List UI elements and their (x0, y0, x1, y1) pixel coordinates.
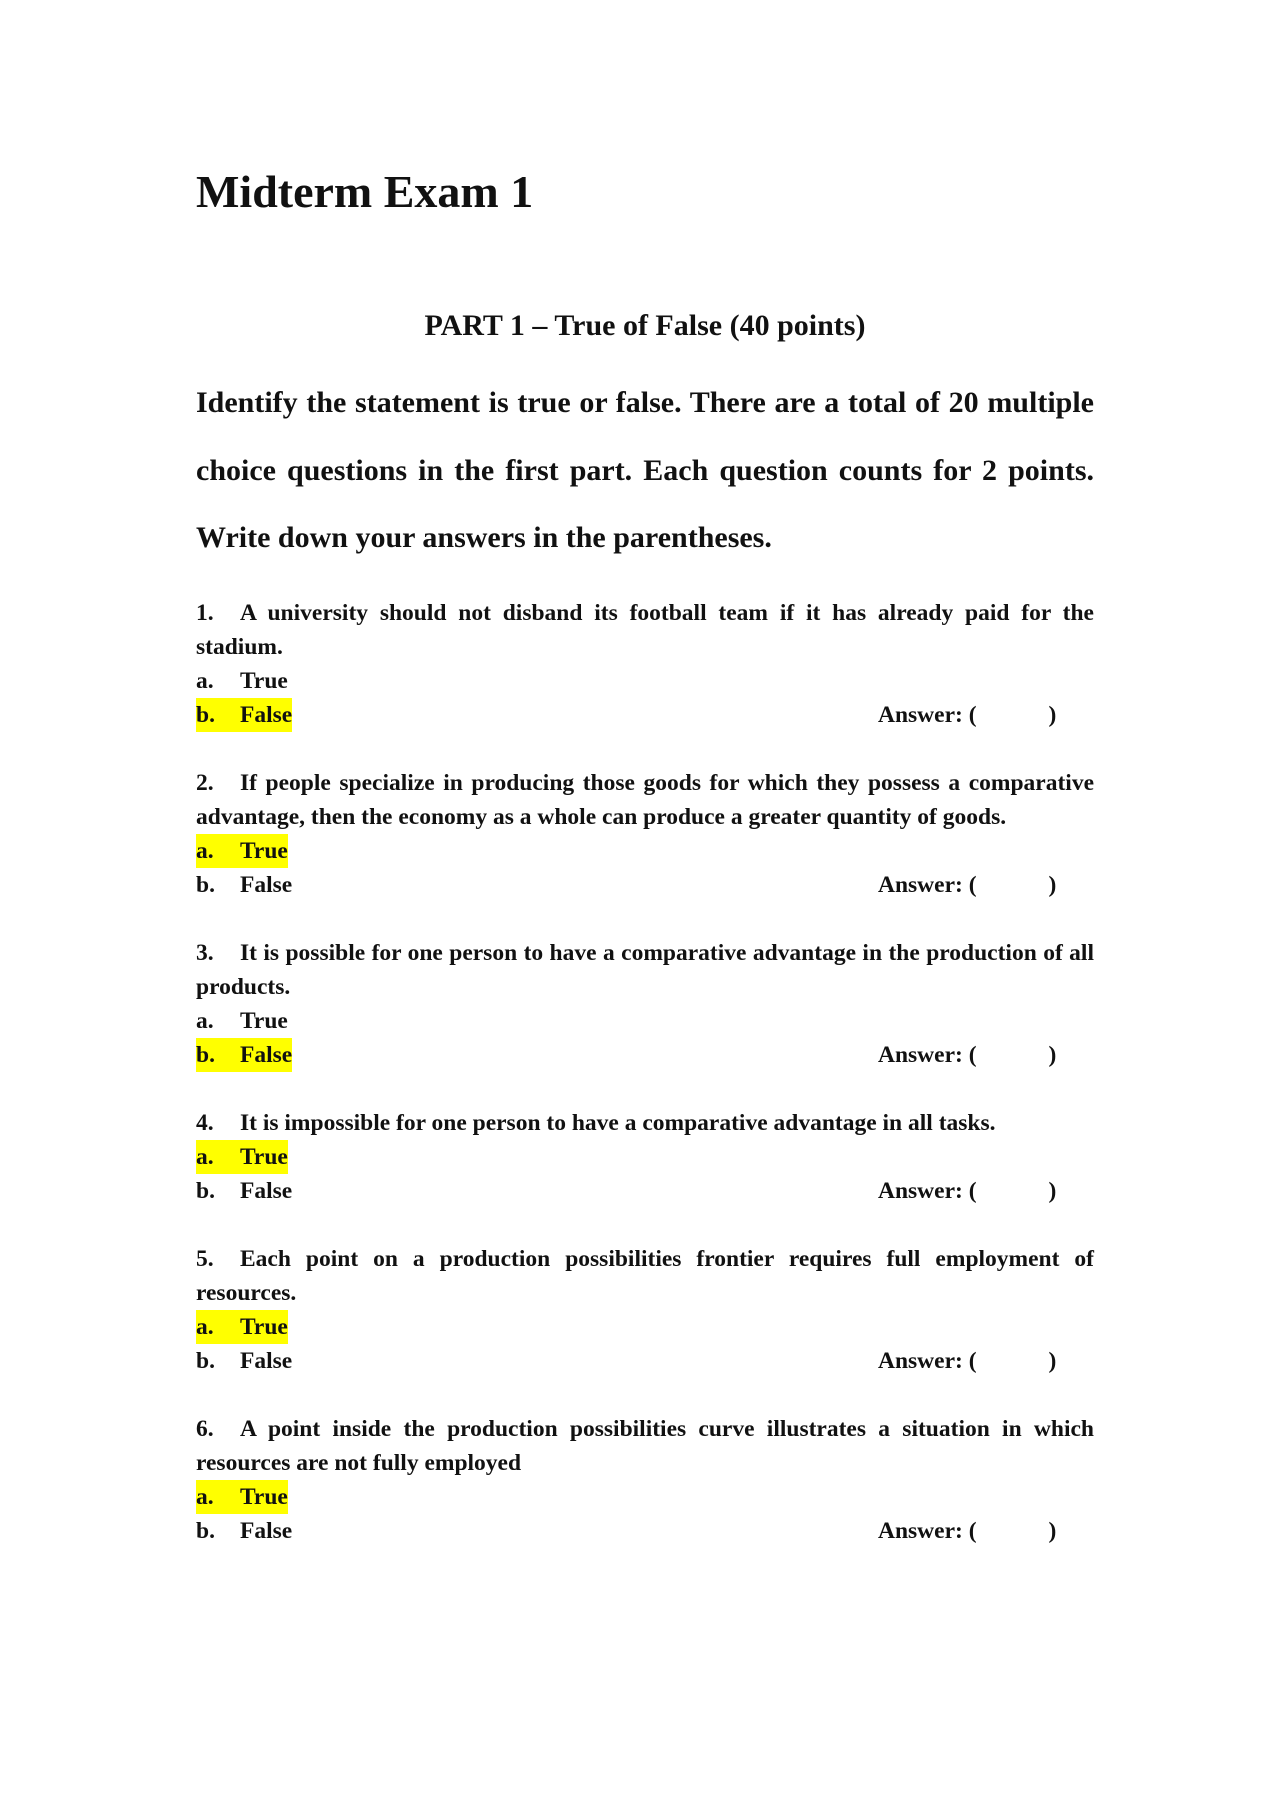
answer-close-paren: ) (1048, 1042, 1057, 1068)
answer-close-paren: ) (1048, 1348, 1057, 1374)
option-label: True (240, 838, 288, 864)
question-stem (196, 596, 1094, 664)
highlighted-answer (196, 1038, 292, 1072)
option-b (196, 1514, 1094, 1548)
question-3 (196, 936, 1094, 1072)
question-2 (196, 766, 1094, 902)
option-b (196, 1174, 1094, 1208)
highlighted-answer (196, 1140, 288, 1174)
question-number: 1. (196, 600, 214, 626)
option-a (196, 1310, 1094, 1344)
question-text: Each point on a production possibilities frontier requires full employment of resources. (196, 1246, 1094, 1306)
question-6 (196, 1412, 1094, 1548)
highlighted-answer (196, 1480, 288, 1514)
option-a (196, 664, 1094, 698)
answer-label: Answer: ( (878, 702, 977, 728)
question-text: It is possible for one person to have a comparative advantage in the production of all products. (196, 940, 1094, 1000)
answer-blank[interactable] (878, 1038, 1056, 1072)
highlighted-answer (196, 834, 288, 868)
option-label: False (240, 1518, 293, 1544)
answer-label: Answer: ( (878, 1042, 977, 1068)
answer-blank[interactable] (878, 868, 1056, 902)
answer-blank[interactable] (878, 1174, 1056, 1208)
answer-blank[interactable] (878, 1344, 1056, 1378)
option-b (196, 698, 1094, 732)
question-text: A point inside the production possibilities curve illustrates a situation in which resources are not fully employed (196, 1416, 1094, 1476)
option-letter: a. (196, 838, 214, 864)
answer-close-paren: ) (1048, 872, 1057, 898)
option-letter: b. (196, 1348, 215, 1374)
option-text (196, 1004, 288, 1038)
question-number: 5. (196, 1246, 214, 1272)
exam-title: Midterm Exam 1 (196, 166, 534, 217)
option-label: True (240, 1144, 288, 1170)
answer-label: Answer: ( (878, 1178, 977, 1204)
answer-label: Answer: ( (878, 872, 977, 898)
answer-label: Answer: ( (878, 1518, 977, 1544)
question-stem (196, 1412, 1094, 1480)
option-letter: a. (196, 668, 214, 694)
option-letter: b. (196, 1042, 215, 1068)
answer-blank[interactable] (878, 1514, 1056, 1548)
question-4 (196, 1106, 1094, 1208)
option-label: True (240, 668, 288, 694)
highlighted-answer (196, 698, 292, 732)
option-label: False (240, 1042, 293, 1068)
option-text (196, 1174, 292, 1208)
question-list (196, 596, 1094, 1582)
option-label: True (240, 1484, 288, 1510)
option-letter: b. (196, 1178, 215, 1204)
option-label: False (240, 1178, 293, 1204)
highlighted-answer (196, 1310, 288, 1344)
question-5 (196, 1242, 1094, 1378)
option-label: False (240, 1348, 293, 1374)
question-number: 2. (196, 770, 214, 796)
option-text (196, 1514, 292, 1548)
option-label: True (240, 1008, 288, 1034)
option-label: True (240, 1314, 288, 1340)
question-1 (196, 596, 1094, 732)
instructions: Identify the statement is true or false. There are a total of 20 multiple choice questions in the first part. Each question counts for 2 points. Write down your answers in the parentheses. (196, 386, 1094, 554)
question-text: A university should not disband its football team if it has already paid for the stadium. (196, 600, 1094, 660)
option-text (196, 868, 292, 902)
question-number: 3. (196, 940, 214, 966)
option-letter: b. (196, 1518, 215, 1544)
option-label: False (240, 872, 293, 898)
question-stem (196, 1242, 1094, 1310)
answer-blank[interactable] (878, 698, 1056, 732)
question-stem (196, 936, 1094, 1004)
question-stem (196, 766, 1094, 834)
question-text: If people specialize in producing those goods for which they possess a comparative advantage, then the economy as a whole can produce a greater quantity of goods. (196, 770, 1094, 830)
option-letter: a. (196, 1008, 214, 1034)
option-text (196, 1344, 292, 1378)
answer-close-paren: ) (1048, 702, 1057, 728)
option-a (196, 834, 1094, 868)
option-a (196, 1004, 1094, 1038)
option-text (196, 664, 288, 698)
question-text: It is impossible for one person to have a comparative advantage in all tasks. (240, 1110, 996, 1136)
option-a (196, 1480, 1094, 1514)
option-letter: a. (196, 1314, 214, 1340)
option-letter: b. (196, 702, 215, 728)
option-b (196, 1344, 1094, 1378)
option-b (196, 1038, 1094, 1072)
option-letter: a. (196, 1484, 214, 1510)
question-number: 4. (196, 1110, 214, 1136)
option-letter: b. (196, 872, 215, 898)
question-stem (196, 1106, 1094, 1140)
part-heading: PART 1 – True of False (40 points) (424, 309, 866, 342)
option-b (196, 868, 1094, 902)
option-label: False (240, 702, 293, 728)
answer-close-paren: ) (1048, 1518, 1057, 1544)
option-a (196, 1140, 1094, 1174)
question-number: 6. (196, 1416, 214, 1442)
option-letter: a. (196, 1144, 214, 1170)
answer-label: Answer: ( (878, 1348, 977, 1374)
answer-close-paren: ) (1048, 1178, 1057, 1204)
